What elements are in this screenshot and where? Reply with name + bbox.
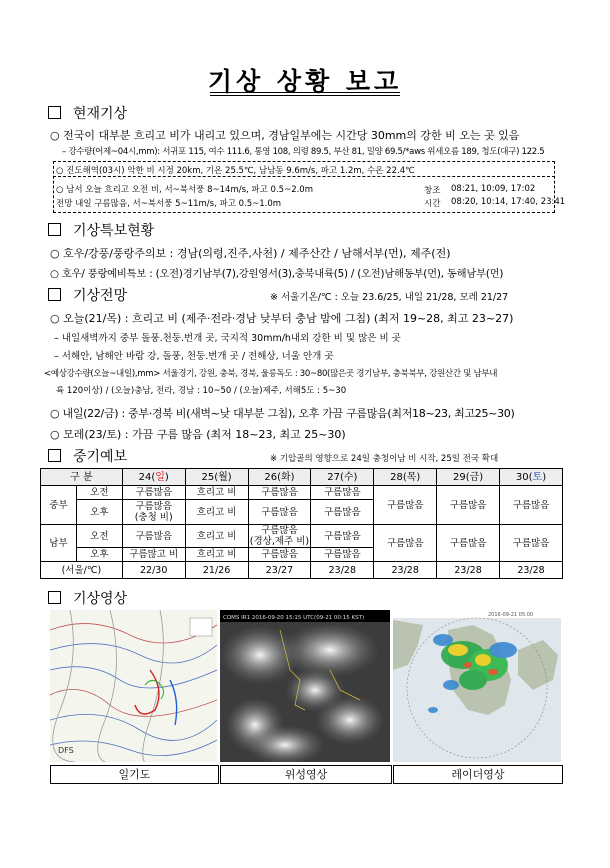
chart-label: DFS bbox=[58, 746, 74, 755]
outlook-today-sub-2: – 서해안, 남해안 바람 강, 돌풍, 천둥.번개 곳 / 전해상, 너울 안개 곳 bbox=[54, 351, 334, 362]
special-row-1: ○ 호우/강풍/풍랑주의보 : 경남(의령,진주,사천) / 제주산간 / 남해서부(먼), 제주(전) bbox=[50, 247, 451, 260]
section-title: 중기예보 bbox=[73, 449, 128, 465]
seoul-label-cell: (서울/℃) bbox=[41, 562, 123, 579]
marine-row-3: 전망 내일 구름많음, 서~북서풍 5~11m/s, 파고 0.5~1.0m bbox=[56, 199, 282, 209]
table-cell: 구름많음 bbox=[500, 486, 563, 525]
section-title: 기상전망 bbox=[73, 288, 128, 304]
current-rainfall: – 강수량(어제~04시,mm): 서귀포 115, 여수 111.6, 통영 108, 의령 89.5, 부산 81, 밀양 69.5/*aws 위세오름 189, 청도(대구) 122.5 bbox=[62, 147, 545, 157]
outlook-tomorrow: ○ 내일(22/금) : 중부·경북 비(새벽~낮 대부분 그침), 오후 가끔 구름많음(최저18~23, 최고25~30) bbox=[50, 407, 515, 420]
table-cell: 구름많음 bbox=[248, 500, 311, 525]
outlook-today-sub-1: – 내일새벽까지 중부 돌풍.천둥.번개 곳, 국지적 30mm/h내외 강한 비 및 많은 비 곳 bbox=[54, 333, 401, 344]
table-cell: 구름많음 bbox=[311, 525, 374, 548]
table-cell: 구름많음 bbox=[311, 486, 374, 500]
section-outlook-heading bbox=[48, 285, 127, 305]
day-header: 29(금) bbox=[437, 469, 500, 486]
checkbox-icon bbox=[48, 106, 61, 119]
expected-rain-2: 륙 120이상) / (오늘)충남, 전라, 경남 : 10~50 / (오늘)제주, 서해5도 : 5~30 bbox=[56, 386, 347, 396]
table-cell: 구름많음 bbox=[248, 548, 311, 562]
table-cell: 구름많음 bbox=[311, 548, 374, 562]
day-header: 28(목) bbox=[374, 469, 437, 486]
seoul-temps: ※ 서울기온/℃ : 오늘 23.6/25, 내일 21/28, 모레 21/27 bbox=[270, 292, 509, 303]
title-underline-2 bbox=[210, 95, 400, 96]
tide-label-2: 시간 bbox=[424, 199, 441, 209]
table-cell: 구름많음 bbox=[122, 486, 185, 500]
current-summary: ○ 전국이 대부분 흐리고 비가 내리고 있으며, 경남일부에는 시간당 30mm의 강한 비 오는 곳 있음 bbox=[50, 129, 520, 142]
table-cell: 구름많음 bbox=[374, 525, 437, 562]
checkbox-icon bbox=[48, 288, 61, 301]
day-header: 27(수) bbox=[311, 469, 374, 486]
table-cell: 구름많음 bbox=[248, 486, 311, 500]
table-cell: 구름많음 bbox=[437, 525, 500, 562]
tide-label-1: 창조 bbox=[424, 186, 441, 196]
expected-rain-1: <예상강수량(오늘~내일),mm> 서울경기, 강원, 충북, 경북, 울릉독도 : 30~80(많은곳 경기남부, 충북북부, 강원산간 및 남부내 bbox=[44, 369, 498, 379]
table-cell: 구름많음 bbox=[437, 486, 500, 525]
section-title: 기상특보현황 bbox=[73, 223, 155, 239]
table-cell: 구름많음 (경상,제주 비) bbox=[249, 525, 310, 547]
table-cell: 구름많고 비 bbox=[122, 548, 185, 562]
title-underline bbox=[210, 92, 400, 93]
weather-chart-image bbox=[50, 610, 217, 762]
satellite-image bbox=[220, 610, 390, 762]
table-corner: 구 분 bbox=[41, 469, 123, 486]
table-cell: 23/28 bbox=[437, 562, 500, 579]
outlook-today: ○ 오늘(21/목) : 흐리고 비 (제주·전라·경남 낮부터 충남 밤에 그침) (최저 19~28, 최고 23~27) bbox=[50, 312, 514, 325]
day-header: 26(화) bbox=[248, 469, 311, 486]
day-header: 25(월) bbox=[185, 469, 248, 486]
table-row bbox=[41, 486, 563, 500]
table-cell: 구름많음 bbox=[311, 500, 374, 525]
table-cell: 흐리고 비 bbox=[185, 486, 248, 500]
section-current-heading bbox=[48, 103, 127, 123]
checkbox-icon bbox=[48, 591, 61, 604]
outlook-dayafter: ○ 모레(23/토) : 가끔 구름 많음 (최저 18~23, 최고 25~30) bbox=[50, 428, 346, 441]
table-cell: 흐리고 비 bbox=[185, 525, 248, 548]
table-cell: 23/28 bbox=[311, 562, 374, 579]
section-title: 현재기상 bbox=[73, 106, 128, 122]
sat-header: COMS IR1 2016-09-20 15:15 UTC(09-21 00:15 KST) bbox=[223, 615, 365, 621]
table-cell: 흐리고 비 bbox=[185, 548, 248, 562]
caption-radar: 레이더영상 bbox=[393, 765, 563, 784]
section-midterm-heading bbox=[48, 446, 127, 466]
table-cell: 구름많음 bbox=[374, 486, 437, 525]
section-special-heading bbox=[48, 220, 154, 240]
tide-times-1: 08:21, 10:09, 17:02 bbox=[451, 184, 536, 194]
period-cell: 오후 bbox=[76, 500, 122, 525]
table-row bbox=[41, 562, 563, 579]
table-header-row bbox=[41, 469, 563, 486]
marine-box-divider bbox=[53, 176, 555, 177]
period-cell: 오후 bbox=[76, 548, 122, 562]
table-cell: 23/28 bbox=[374, 562, 437, 579]
special-row-2: ○ 호우/ 풍랑예비특보 : (오전)경기남부(7),강원영서(3),충북내륙(5) / (오전)남해동부(먼), 동해남부(먼) bbox=[50, 268, 504, 280]
section-imagery-heading bbox=[48, 588, 127, 608]
table-cell: 23/27 bbox=[248, 562, 311, 579]
table-cell: 21/26 bbox=[185, 562, 248, 579]
checkbox-icon bbox=[48, 223, 61, 236]
region-cell: 중부 bbox=[41, 486, 77, 525]
table-cell: 구름많음 bbox=[122, 525, 185, 548]
table-cell: 22/30 bbox=[122, 562, 185, 579]
region-cell: 남부 bbox=[41, 525, 77, 562]
caption-satellite: 위성영상 bbox=[220, 765, 392, 784]
caption-weather-chart: 일기도 bbox=[50, 765, 219, 784]
marine-row-2: ○ 남서 오늘 흐리고 오전 비, 서~북서풍 8~14m/s, 파고 0.5~2.0m bbox=[56, 185, 313, 195]
marine-row-1: ○ 진도해역(03시) 악한 비 시정 20km, 기온 25.5℃, 남남동 9.6m/s, 파고 1.2m, 수온 22.4℃ bbox=[56, 166, 415, 176]
period-cell: 오전 bbox=[76, 486, 122, 500]
checkbox-icon bbox=[48, 449, 61, 462]
midterm-forecast-table bbox=[40, 468, 563, 579]
day-header: 30(토) bbox=[500, 469, 563, 486]
period-cell: 오전 bbox=[76, 525, 122, 548]
table-cell: 23/28 bbox=[500, 562, 563, 579]
day-header: 24(일) bbox=[122, 469, 185, 486]
radar-timestamp: 2016-09-21 05:00 bbox=[488, 612, 534, 618]
table-cell: 구름많음 bbox=[500, 525, 563, 562]
section-title: 기상영상 bbox=[73, 591, 128, 607]
table-row bbox=[41, 525, 563, 548]
page-title: 기상 상황 보고 bbox=[207, 67, 403, 96]
table-cell: 흐리고 비 bbox=[185, 500, 248, 525]
radar-image bbox=[393, 610, 561, 762]
tide-times-2: 08:20, 10:14, 17:40, 23:41 bbox=[451, 197, 566, 207]
midterm-note: ※ 기압골의 영향으로 24일 충청이남 비 시작, 25일 전국 확대 bbox=[270, 454, 499, 464]
table-cell: 구름많음 (충청 비) bbox=[122, 500, 185, 525]
